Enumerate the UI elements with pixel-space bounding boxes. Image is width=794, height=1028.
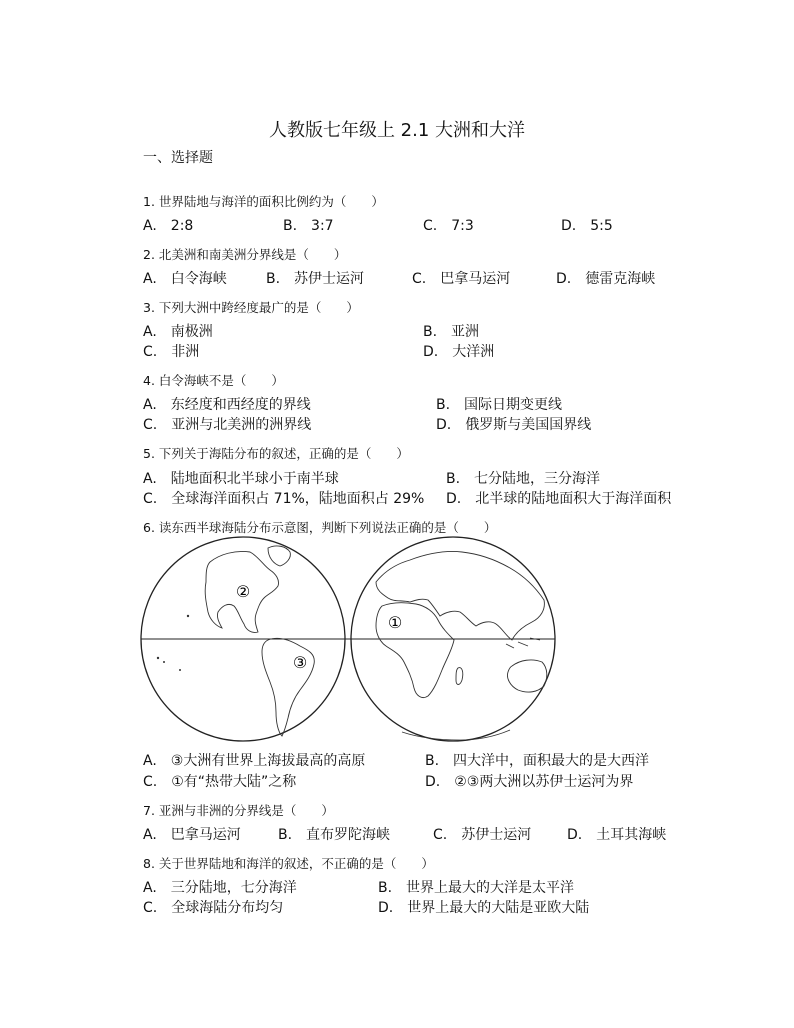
q4-option-b: B. 国际日期变更线 xyxy=(436,397,563,413)
q7-option-a: A. 巴拿马运河 xyxy=(143,827,241,843)
hemispheres-map xyxy=(140,536,560,748)
q1-option-a: A. 2:8 xyxy=(143,218,194,234)
q6-option-b: B. 四大洋中，面积最大的是大西洋 xyxy=(425,753,650,769)
australia-outline xyxy=(507,660,546,692)
island-dot xyxy=(157,657,159,659)
q4-option-a: A. 东经度和西经度的界线 xyxy=(143,397,311,413)
q6-option-c: C. ①有“热带大陆”之称 xyxy=(143,774,297,790)
section-heading: 一、选择题 xyxy=(143,150,213,166)
q3-option-b: B. 亚洲 xyxy=(423,324,480,340)
question-5-stem: 5. 下列关于海陆分布的叙述，正确的是（ ） xyxy=(143,446,409,461)
marker-1: ① xyxy=(387,613,403,632)
question-6-stem: 6. 读东西半球海陆分布示意图，判断下列说法正确的是（ ） xyxy=(143,520,497,535)
q7-option-b: B. 直布罗陀海峡 xyxy=(278,827,391,843)
question-3-stem: 3. 下列大洲中跨经度最广的是（ ） xyxy=(143,300,359,315)
question-8-stem: 8. 关于世界陆地和海洋的叙述，不正确的是（ ） xyxy=(143,856,434,871)
q5-option-c: C. 全球海洋面积占 71%，陆地面积占 29% xyxy=(143,491,425,507)
q7-option-d: D. 土耳其海峡 xyxy=(567,827,667,843)
q8-option-c: C. 全球海陆分布均匀 xyxy=(143,900,284,916)
island-dot xyxy=(179,669,181,671)
q4-option-d: D. 俄罗斯与美国国界线 xyxy=(436,417,592,433)
island-dot xyxy=(187,615,189,617)
q8-option-d: D. 世界上最大的大陆是亚欧大陆 xyxy=(378,900,590,916)
q5-option-a: A. 陆地面积北半球小于南半球 xyxy=(143,471,339,487)
q3-option-d: D. 大洋洲 xyxy=(423,344,495,360)
q3-option-c: C. 非洲 xyxy=(143,344,200,360)
island-dot xyxy=(163,661,165,663)
q6-option-d: D. ②③两大洲以苏伊士运河为界 xyxy=(425,774,634,790)
greenland-outline xyxy=(268,546,290,566)
marker-2: ② xyxy=(235,582,251,601)
question-2-stem: 2. 北美洲和南美洲分界线是（ ） xyxy=(143,247,347,262)
page-title: 人教版七年级上 2.1 大洲和大洋 xyxy=(268,120,526,141)
question-4-stem: 4. 白令海峡不是（ ） xyxy=(143,373,284,388)
q3-option-a: A. 南极洲 xyxy=(143,324,213,340)
q2-option-b: B. 苏伊士运河 xyxy=(266,271,365,287)
q5-option-b: B. 七分陆地，三分海洋 xyxy=(446,471,601,487)
marker-3: ③ xyxy=(292,653,308,672)
madagascar-outline xyxy=(456,668,463,685)
q2-option-c: C. 巴拿马运河 xyxy=(412,271,511,287)
q4-option-c: C. 亚洲与北美洲的洲界线 xyxy=(143,417,312,433)
q8-option-a: A. 三分陆地，七分海洋 xyxy=(143,880,297,896)
q6-option-a: A. ③大洲有世界上海拔最高的高原 xyxy=(143,753,366,769)
q1-option-c: C. 7:3 xyxy=(423,218,474,234)
q8-option-b: B. 世界上最大的大洋是太平洋 xyxy=(378,880,575,896)
q7-option-c: C. 苏伊士运河 xyxy=(433,827,532,843)
q1-option-b: B. 3:7 xyxy=(283,218,334,234)
q2-option-a: A. 白令海峡 xyxy=(143,271,227,287)
question-7-stem: 7. 亚洲与非洲的分界线是（ ） xyxy=(143,803,334,818)
question-1-stem: 1. 世界陆地与海洋的面积比例约为（ ） xyxy=(143,194,384,209)
q5-option-d: D. 北半球的陆地面积大于海洋面积 xyxy=(446,491,672,507)
q1-option-d: D. 5:5 xyxy=(561,218,613,234)
q2-option-d: D. 德雷克海峡 xyxy=(556,271,656,287)
